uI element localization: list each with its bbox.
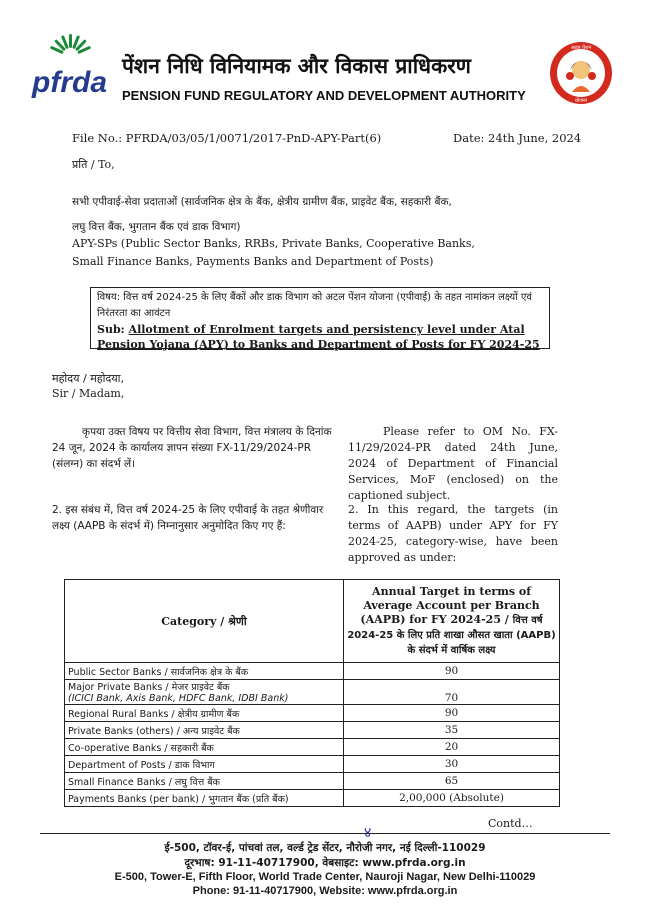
table-row (65, 663, 560, 680)
org-name-hindi: पेंशन निधि विनियामक और विकास प्राधिकरण (122, 54, 471, 78)
paragraph-1-english: Please refer to OM No. FX-11/29/2024-PR dated 24th June, 2024 of Department of Financial Services, MoF (enclosed) on the captioned subject. (348, 425, 558, 502)
row-category: Co-operative Banks / सहकारी बैंक (65, 739, 344, 756)
table-row (65, 756, 560, 773)
subject-english-body: Allotment of Enrolment targets and persistency level under Atal Pension Yojana (APY) to Banks and Department of Posts for FY 2024-25 (97, 323, 540, 351)
table-row (65, 705, 560, 722)
row-target: 65 (344, 773, 560, 790)
subject-box (90, 287, 550, 349)
subject-english (97, 322, 543, 352)
to-label: प्रति / To, (72, 158, 115, 171)
continued-label: Contd… (488, 817, 533, 830)
table-row (65, 739, 560, 756)
footer-contact-hindi: दूरभाष: 91-11-40717900, वेबसाइट: www.pfrda.org.in (184, 857, 466, 869)
row-target: 70 (344, 680, 560, 705)
row-category (65, 680, 344, 705)
letter-date: Date: 24th June, 2024 (453, 131, 582, 145)
salutation-english: Sir / Madam, (52, 387, 125, 400)
subject-prefix: Sub: (97, 323, 129, 336)
addressee-hindi-line: सभी एपीवाई-सेवा प्रदाताओं (सार्वजनिक क्षेत्र के बैंक, क्षेत्रीय ग्रामीण बैंक, प्राइवेट बैंक, सहकारी बैंक, (72, 196, 452, 208)
file-number: File No.: PFRDA/03/05/1/0071/2017-PnD-APY-Part(6) (72, 131, 382, 145)
svg-text:अटल पेंशन: अटल पेंशन (570, 45, 592, 51)
row-category: Small Finance Banks / लघु वित्त बैंक (65, 773, 344, 790)
header-target-english: Annual Target in terms of Average Account per Branch (AAPB) for FY 2024-25 / (360, 584, 540, 626)
svg-text:pfrda: pfrda (32, 66, 107, 99)
row-category: Regional Rural Banks / क्षेत्रीय ग्रामीण बैंक (65, 705, 344, 722)
header-target-hindi: वित्त वर्ष 2024-25 के लिए प्रति शाखा औसत खाता (AAPB) के संदर्भ में वार्षिक लक्ष्य (347, 614, 556, 656)
paragraph-2-english: 2. In this regard, the targets (in terms of AAPB) under APY for FY 2024-25, category-wise, have been approved as under: (348, 503, 558, 564)
addressee-english-line: APY-SPs (Public Sector Banks, RRBs, Private Banks, Cooperative Banks, (72, 237, 475, 250)
row-target: 90 (344, 705, 560, 722)
footer-divider (40, 833, 610, 834)
header-category: Category / श्रेणी (65, 580, 344, 663)
svg-text:योजना: योजना (575, 98, 587, 104)
table-row (65, 722, 560, 739)
row-target: 35 (344, 722, 560, 739)
subject-hindi: विषय: वित्त वर्ष 2024-25 के लिए बैंकों और डाक विभाग को अटल पेंशन योजना (एपीवाई) के तहत नामांकन लक्ष्यों एवं निरंतरता का आवंटन (97, 292, 532, 319)
row-category: Public Sector Banks / सार्वजनिक क्षेत्र के बैंक (65, 663, 344, 680)
table-row (65, 773, 560, 790)
apy-seal-icon (548, 40, 614, 106)
addressee-hindi (72, 190, 577, 240)
header-target (344, 580, 560, 663)
table-header-row (65, 580, 560, 663)
salutation-hindi: महोदय / महोदया, (52, 372, 125, 385)
paragraph-2-hindi: 2. इस संबंध में, वित्त वर्ष 2024-25 के लिए एपीवाई के तहत श्रेणीवार लक्ष्य (AAPB के संदर्भ में) निम्नानुसार अनुमोदित किए गए हैं: (52, 504, 324, 532)
paragraph-1-hindi: कृपया उक्त विषय पर वित्तीय सेवा विभाग, वित्त मंत्रालय के दिनांक 24 जून, 2024 के कार्यालय ज्ञापन संख्या FX-11/29/2024-PR (संलग्न) का संदर्भ लें। (52, 426, 332, 470)
footer-contact-english: Phone: 91-11-40717900, Website: www.pfrda.org.in (192, 885, 458, 897)
footer-address-hindi: ई-500, टॉवर-ई, पांचवां तल, वर्ल्ड ट्रेड सेंटर, नौरोजी नगर, नई दिल्ली-110029 (164, 842, 486, 854)
row-category: Department of Posts / डाक विभाग (65, 756, 344, 773)
row-category: Private Banks (others) / अन्य प्राइवेट बैंक (65, 722, 344, 739)
row-category-main: Major Private Banks / मेजर प्राइवेट बैंक (68, 682, 230, 693)
addressee-english-line: Small Finance Banks, Payments Banks and Department of Posts) (72, 255, 434, 268)
addressee-english (72, 235, 577, 271)
addressee-hindi-line: लघु वित्त बैंक, भुगतान बैंक एवं डाक विभाग) (72, 221, 241, 233)
row-category-sub: (ICICI Bank, Axis Bank, HDFC Bank, IDBI Bank) (68, 693, 289, 704)
targets-table (64, 579, 560, 807)
table-row (65, 680, 560, 705)
row-category: Payments Banks (per bank) / भुगतान बैंक (प्रति बैंक) (65, 790, 344, 807)
table-row (65, 790, 560, 807)
row-target: 20 (344, 739, 560, 756)
row-target: 2,00,000 (Absolute) (344, 790, 560, 807)
org-name-english: PENSION FUND REGULATORY AND DEVELOPMENT AUTHORITY (122, 88, 526, 103)
pfrda-logo (30, 32, 112, 102)
signature-mark: ४ (364, 825, 372, 841)
sun-rays-icon (50, 34, 91, 54)
row-target: 90 (344, 663, 560, 680)
footer-address-english: E-500, Tower-E, Fifth Floor, World Trade Center, Nauroji Nagar, New Delhi-110029 (114, 871, 536, 883)
row-target: 30 (344, 756, 560, 773)
